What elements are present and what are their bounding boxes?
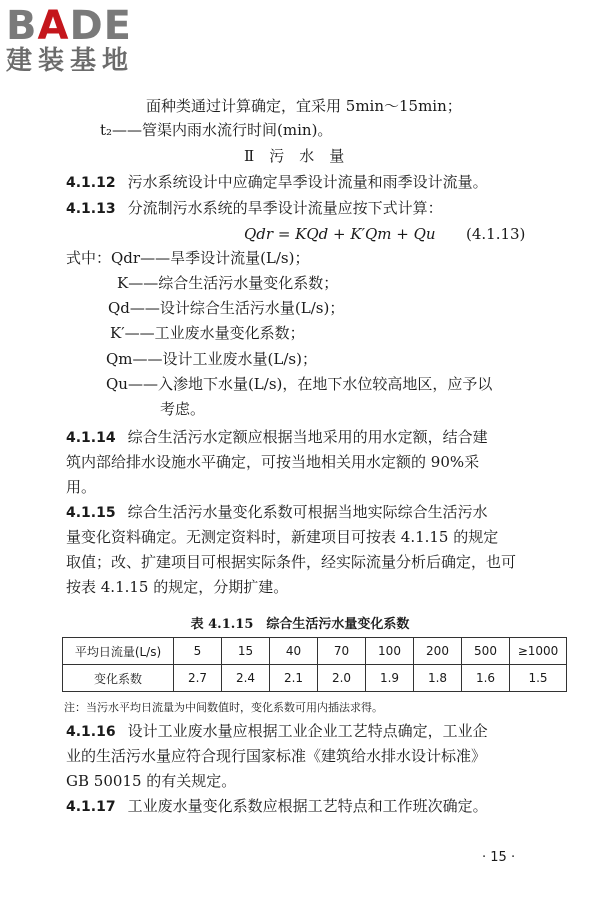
table-cell: 5 bbox=[174, 638, 222, 665]
table-header-cell: 平均日流量(L/s) bbox=[63, 638, 174, 665]
text-line: 业的生活污水量应符合现行国家标准《建筑给水排水设计标准》 bbox=[66, 747, 487, 765]
logo-subtitle: 建装基地 bbox=[6, 46, 135, 76]
variation-coefficient-table bbox=[62, 637, 567, 692]
table-cell: 2.1 bbox=[270, 665, 318, 692]
symbol-def: Qu——入渗地下水量(L/s)，在地下水位较高地区，应予以 bbox=[106, 375, 493, 393]
clause-4-1-17: 4.1.17 工业废水量变化系数应根据工艺特点和工作班次确定。 bbox=[66, 797, 488, 815]
clause-4-1-13: 4.1.13 分流制污水系统的旱季设计流量应按下式计算： bbox=[66, 199, 443, 217]
table-cell: 2.7 bbox=[174, 665, 222, 692]
equation: Qdr = KQd + K′Qm + Qu bbox=[244, 225, 436, 243]
table-cell: 1.6 bbox=[462, 665, 510, 692]
symbol-def: Qd——设计综合生活污水量(L/s)； bbox=[108, 299, 345, 317]
table-row bbox=[63, 638, 567, 665]
equation-number: (4.1.13) bbox=[466, 225, 526, 243]
clause-4-1-15: 4.1.15 综合生活污水量变化系数可根据当地实际综合生活污水 bbox=[66, 503, 488, 521]
table-caption: 表 4.1.15 综合生活污水量变化系数 bbox=[190, 617, 410, 632]
table-note: 注：当污水平均日流量为中间数值时，变化系数可用内插法求得。 bbox=[64, 701, 383, 714]
symbol-def: K——综合生活污水量变化系数； bbox=[117, 274, 339, 292]
table-cell: 2.0 bbox=[318, 665, 366, 692]
text-line: 取值；改、扩建项目可根据实际条件，经实际流量分析后确定，也可 bbox=[66, 553, 517, 571]
symbol-def: Qm——设计工业废水量(L/s)； bbox=[106, 350, 317, 368]
table-header-cell: 变化系数 bbox=[63, 665, 174, 692]
table-cell: 100 bbox=[366, 638, 414, 665]
text-line: 按表 4.1.15 的规定，分期扩建。 bbox=[66, 578, 289, 596]
table-cell: 1.9 bbox=[366, 665, 414, 692]
symbol-def-cont: 考虑。 bbox=[160, 400, 206, 418]
logo-wordmark: BADE bbox=[6, 3, 132, 49]
table-cell: 500 bbox=[462, 638, 510, 665]
table-cell: 1.8 bbox=[414, 665, 462, 692]
table-cell: 200 bbox=[414, 638, 462, 665]
table-row bbox=[63, 665, 567, 692]
table-cell: ≥1000 bbox=[510, 638, 567, 665]
clause-4-1-14: 4.1.14 综合生活污水定额应根据当地采用的用水定额，结合建 bbox=[66, 428, 488, 446]
where-line: 式中：Qdr——旱季设计流量(L/s)； bbox=[66, 249, 310, 267]
text-line: 用。 bbox=[66, 478, 97, 496]
clause-4-1-12: 4.1.12 污水系统设计中应确定旱季设计流量和雨季设计流量。 bbox=[66, 173, 488, 191]
section-heading: Ⅱ 污 水 量 bbox=[244, 147, 345, 165]
text-line: 面种类通过计算确定，宜采用 5min～15min； bbox=[146, 97, 462, 115]
table-cell: 1.5 bbox=[510, 665, 567, 692]
logo bbox=[6, 4, 176, 76]
text-line: GB 50015 的有关规定。 bbox=[66, 772, 237, 790]
clause-4-1-16: 4.1.16 设计工业废水量应根据工业企业工艺特点确定，工业企 bbox=[66, 722, 488, 740]
symbol-def: K′——工业废水量变化系数； bbox=[110, 324, 305, 342]
table-cell: 15 bbox=[222, 638, 270, 665]
text-line: 筑内部给排水设施水平确定，可按当地相关用水定额的 90%采 bbox=[66, 453, 480, 471]
page-number: · 15 · bbox=[482, 850, 516, 865]
table-cell: 70 bbox=[318, 638, 366, 665]
text-line: 量变化资料确定。无测定资料时，新建项目可按表 4.1.15 的规定 bbox=[66, 528, 499, 546]
text-line: t₂——管渠内雨水流行时间(min)。 bbox=[100, 121, 333, 139]
table-cell: 40 bbox=[270, 638, 318, 665]
table-cell: 2.4 bbox=[222, 665, 270, 692]
